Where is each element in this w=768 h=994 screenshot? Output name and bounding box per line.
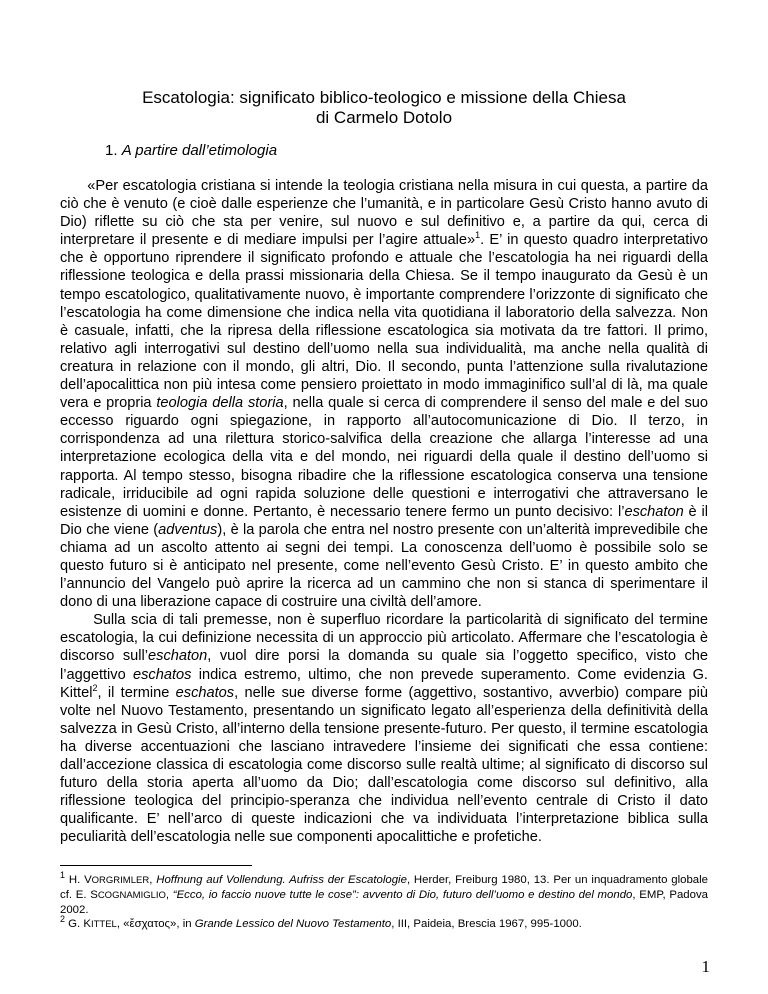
- italic-run: eschatos: [133, 666, 192, 683]
- author-line: di Carmelo Dotolo: [315, 108, 453, 127]
- text-run: Sulla scia di tali premesse, non è superfluo ricordare la particolarità di significato del termine escatologia, la cui definizione necessita di un approccio più articolato. Affermare che l’escatologia è discorso sull’: [60, 612, 713, 665]
- page-number: 1: [701, 957, 710, 976]
- footnote-ref: 1: [475, 230, 481, 241]
- footnote: [60, 914, 708, 932]
- text-run: , «ἔσχατος», in: [116, 918, 195, 930]
- footnote-separator: [60, 865, 252, 866]
- smallcaps-run: COGNAMIGLIO: [97, 890, 166, 901]
- italic-run: teologia della storia: [156, 395, 284, 412]
- footnote-ref: 2: [92, 682, 98, 693]
- text-run: «Per escatologia cristiana si intende la teologia cristiana nella misura in cui questa, a partire da ciò che è venuto (e cioè dalle esperienze che l’umanità, e in particolare Gesù Cristo hanno avuto di Dio) riflette su ciò che sta per venire, sul nuovo e sul definitivo e, a partire da qui, cerca di interpretare il presente e di mediare impulsi per l’agire attuale»: [60, 178, 713, 249]
- text-run: ), è la parola che entra nel nostro presente con un’alterità imprevedibile che chiama ad un ascolto attento ai segni dei tempi. La conoscenza dell’uomo è possibile solo se questo futuro si è anticipato nel presente, come nell’evento Gesù Cristo. E’ in questo ambito che l’annuncio del Vangelo può aprire la ricerca ad un cammino che non si stanca di sperimentare il dono di una liberazione capace di costruire una civiltà dell’amore.: [60, 521, 713, 611]
- section-heading: [105, 142, 277, 160]
- italic-run: adventus: [158, 521, 218, 538]
- italic-run: eschatos: [175, 684, 235, 701]
- smallcaps-run: ORGRIMLER: [91, 875, 150, 886]
- text-run: , nella quale si cerca di comprendere il senso del male e del suo eccesso riguardo ogni spiegazione, in rapporto all’autocomunicazione di Dio. Il terzo, in corrispondenza ad una rilettura storico-salvifica della creazione che allarga l’interesse ad una interpretazione ecologica della vita e del mondo, nei riguardi della quale il destino dell’uomo si rapporta. Al tempo stesso, bisogna ribadire che la riflessione escatologica conserva una tensione radicale, irriducibile ad ogni rapida soluzione delle questioni e interrogativi che attraversano le esistenze di uomini e donne. Pertanto, è necessario tenere fermo un punto decisivo: l’: [60, 395, 713, 520]
- text-run: G. K: [65, 918, 91, 930]
- paragraph: [60, 177, 713, 611]
- italic-run: eschaton: [624, 503, 684, 520]
- italic-run: Hoffnung auf Vollendung. Aufriss der Escatologie: [156, 874, 407, 886]
- text-run: indica estremo, ultimo, che non prevede superamento. Come evidenzia G. Kittel: [60, 666, 713, 701]
- italic-run: “Ecco, io faccio nuove tutte le cose”: avvento di Dio, futuro dell’uomo e destino del mondo: [172, 889, 633, 901]
- footnote: [60, 870, 708, 917]
- footnotes: [60, 870, 708, 932]
- text-run: ,: [165, 889, 173, 901]
- text-run: ,: [149, 874, 157, 886]
- italic-run: Grande Lessico del Nuovo Testamento: [194, 918, 392, 930]
- section-title: A partire dall’etimologia: [121, 142, 278, 159]
- footnote-number: 2: [60, 914, 66, 925]
- footnote-number: 1: [60, 870, 66, 881]
- text-run: , il termine: [97, 684, 176, 701]
- text-run: , EMP, Padova 2002.: [60, 889, 708, 916]
- document-title: [60, 88, 708, 128]
- text-run: , vuol dire porsi la domanda su quale sia l’oggetto specifico, visto che l’aggettivo: [60, 648, 713, 683]
- body-text: [60, 177, 717, 846]
- text-run: è il Dio che viene (: [60, 503, 713, 538]
- paragraph: [60, 611, 717, 846]
- text-run: , III, Paideia, Brescia 1967, 995-1000.: [391, 918, 582, 930]
- italic-run: eschaton: [148, 648, 208, 665]
- text-run: , Herder, Freiburg 1980, 13. Per un inquadramento globale cf. E. S: [60, 874, 708, 901]
- section-number: 1.: [105, 142, 122, 159]
- smallcaps-run: ITTEL: [90, 919, 117, 930]
- text-run: H. V: [65, 874, 92, 886]
- text-run: . E’ in questo quadro interpretativo che è opportuno riprendere il significato profondo e attuale che l’escatologia ha nei riguardi della riflessione teologica e della prassi missionaria della Chiesa. Se il tempo inaugurato da Gesù è un tempo escatologico, qualitativamente nuovo, è importante comprendere l’orizzonte di significato che l’escatologia ha come dimensione che indica nella vita quotidiana il laboratorio della salvezza. Non è casuale, infatti, che la ripresa della riflessione escatologica sia motivata da tre fattori. Il primo, relativo agli interrogativi sul destino dell’uomo nella sua individualità, ma anche nella qualità di creatura in relazione con il mondo, gli altri, Dio. Il secondo, punta l’attenzione sulla rivalutazione dell’apocalittica non più intesa come pensiero proiettato in modo immaginifico sull’al di là, ma quale vera e propria: [60, 232, 713, 412]
- title-line: Escatologia: significato biblico-teologico e missione della Chiesa: [142, 88, 626, 107]
- text-run: , nelle sue diverse forme (aggettivo, sostantivo, avverbio) compare più volte nel Nuovo Testamento, presentando un significato legato all’esperienza della definitività della salvezza in Gesù Cristo, all’interno della tensione presente-futuro. Per questo, il termine escatologia ha diverse accentuazioni che lasciano intravedere l’insieme dei significati che essa contiene: dall’accezione classica di escatologia come discorso sulle realtà ultime; al significato di discorso sul futuro della storia aperta all’uomo da Dio; dall’escatologia come discorso sul definitivo, alla riflessione teologica del principio-speranza che individua nell’evento centrale di Cristo il dato qualificante. E’ nell’arco di queste indicazioni che va individuata l’interpretazione biblica sulla peculiarità dell’escatologia nelle sue componenti apocalittiche e profetiche.: [60, 684, 717, 846]
